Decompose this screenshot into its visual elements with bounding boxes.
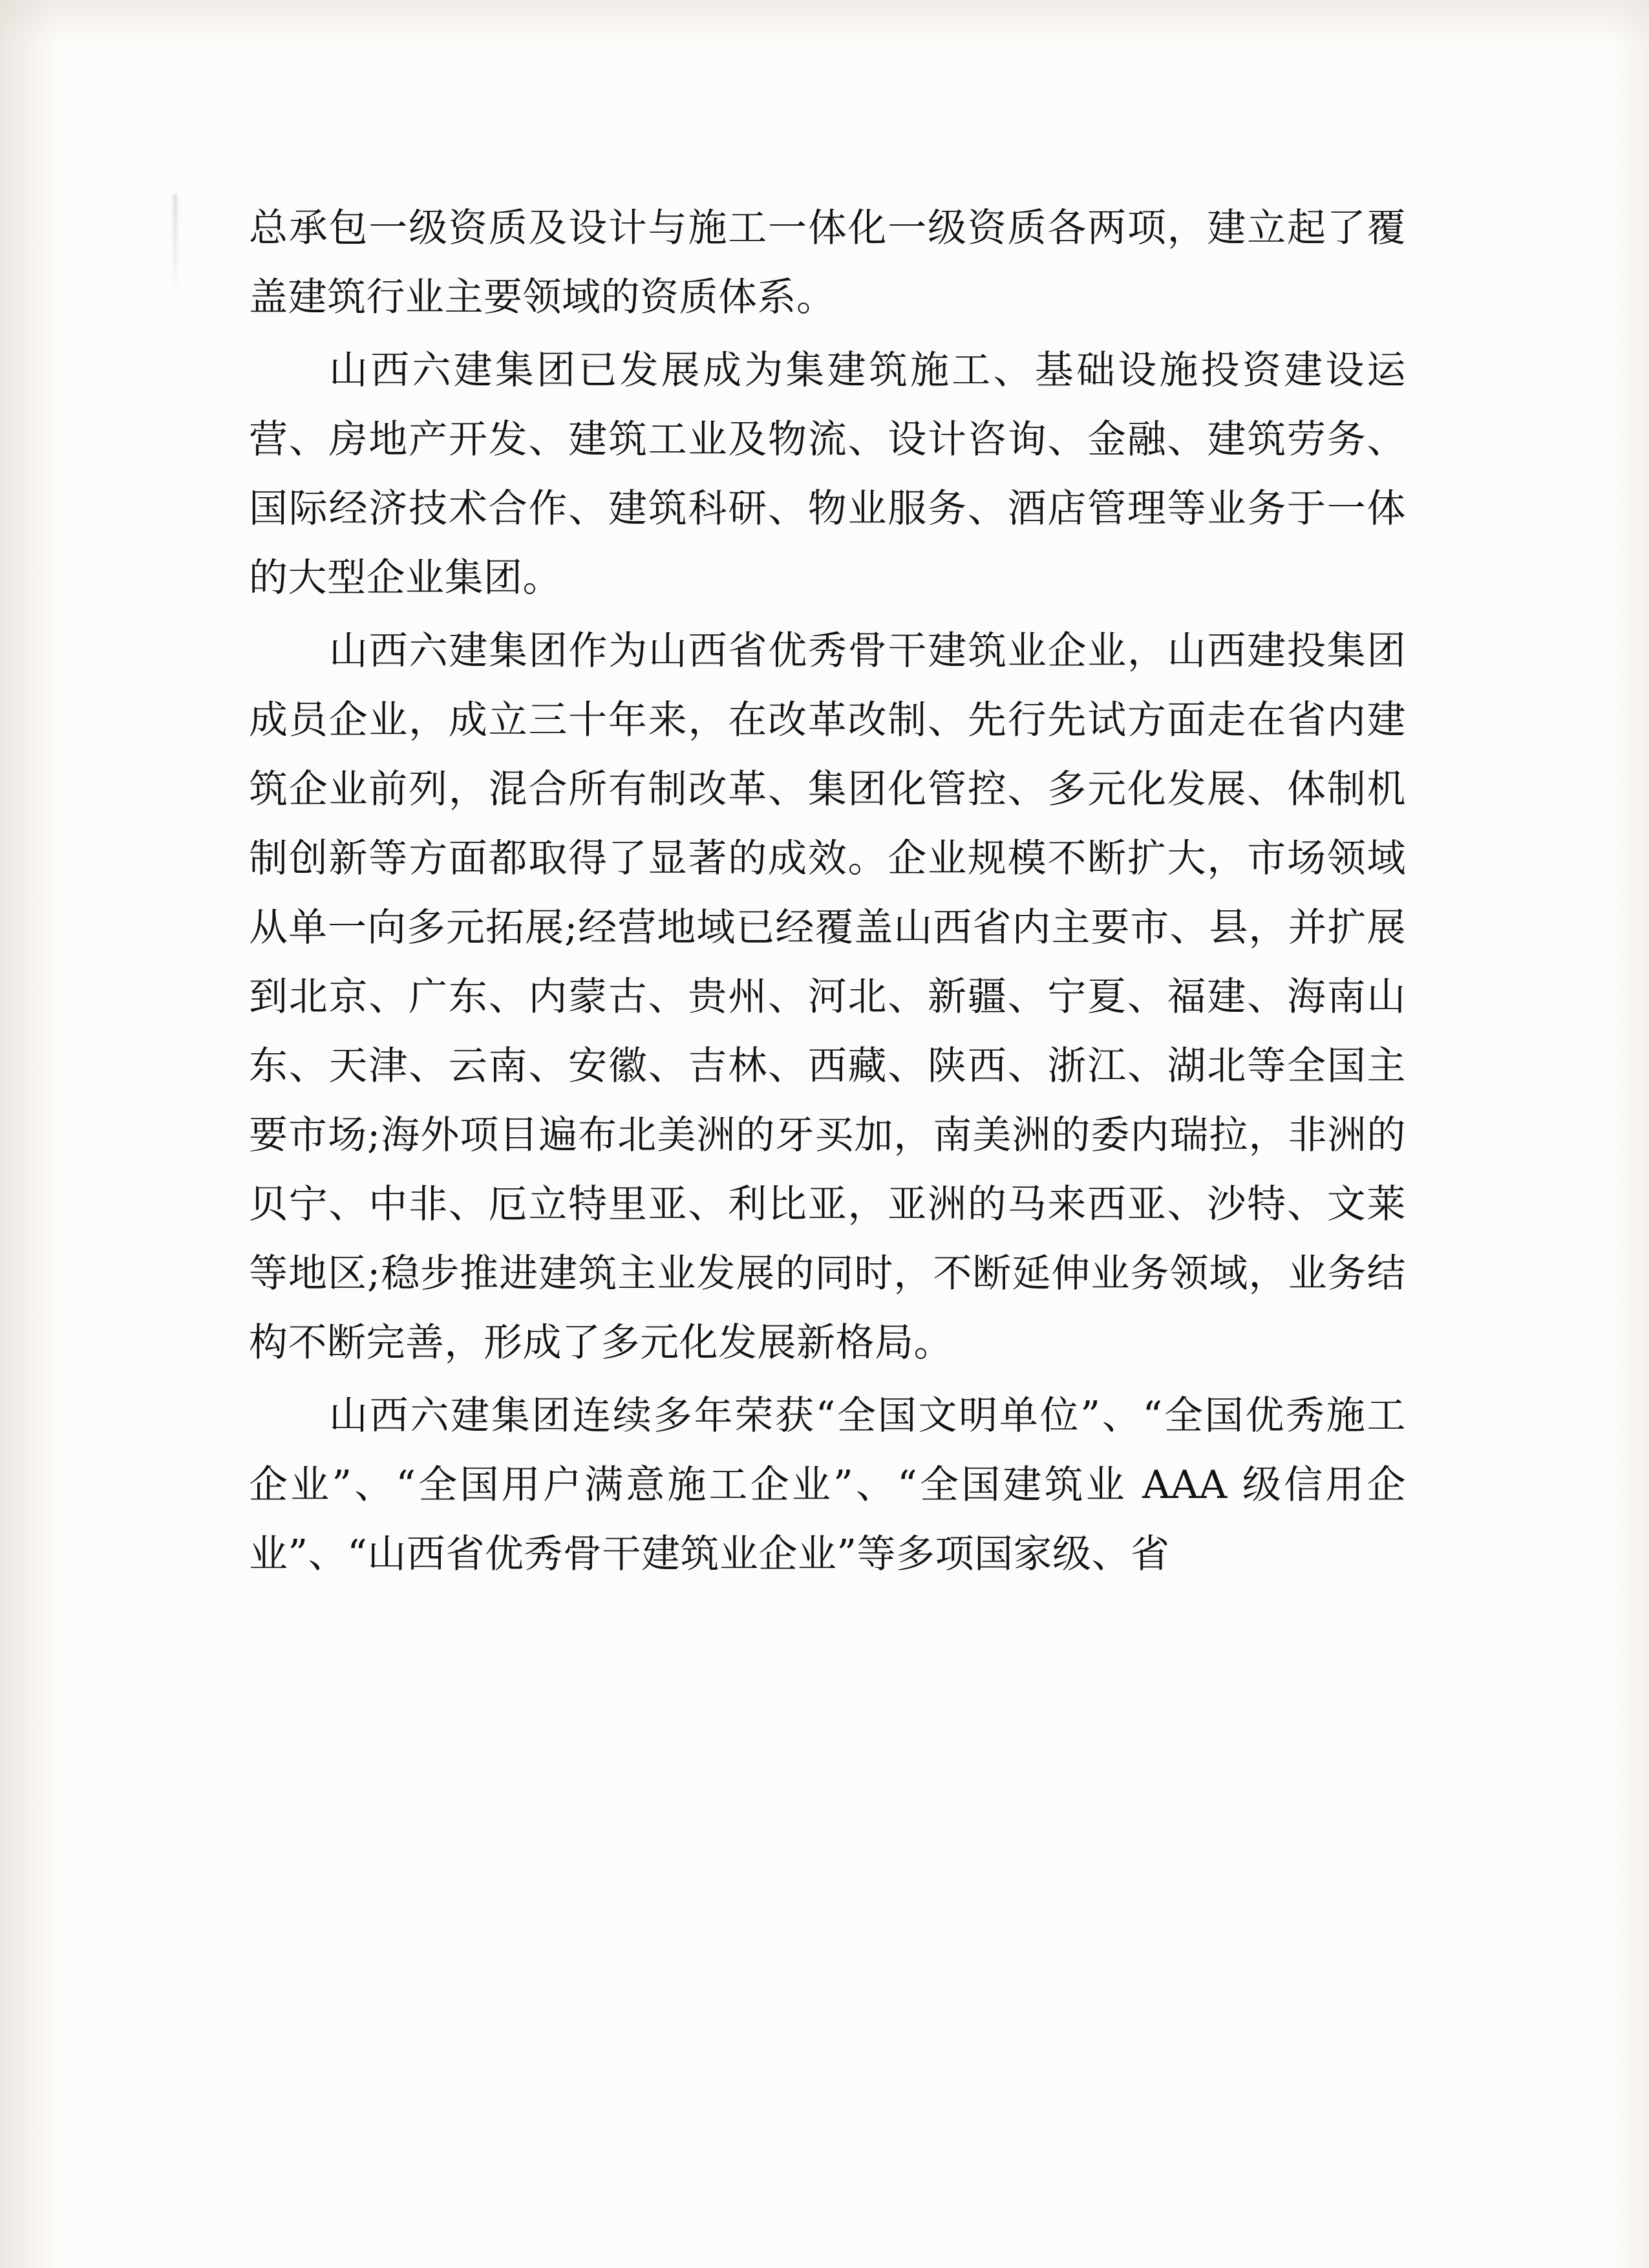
scan-smudge bbox=[173, 194, 177, 291]
paragraph-1: 总承包一级资质及设计与施工一体化一级资质各两项，建立起了覆盖建筑行业主要领域的资质体系。 bbox=[249, 206, 1406, 320]
paragraph-4: 山西六建集团连续多年荣获“全国文明单位”、“全国优秀施工企业”、“全国用户满意施工企业”、“全国建筑业 AAA 级信用企业”、“山西省优秀骨干建筑业企业”等多项国家级、省 bbox=[249, 1393, 1406, 1577]
document-body bbox=[249, 194, 1406, 1593]
paragraph-2: 山西六建集团已发展成为集建筑施工、基础设施投资建设运营、房地产开发、建筑工业及物流、设计咨询、金融、建筑劳务、国际经济技术合作、建筑科研、物业服务、酒店管理等业务于一体的大型企业集团。 bbox=[249, 348, 1406, 601]
paragraph-3: 山西六建集团作为山西省优秀骨干建筑业企业，山西建投集团成员企业，成立三十年来，在改革改制、先行先试方面走在省内建筑企业前列，混合所有制改革、集团化管控、多元化发展、体制机制创新等方面都取得了显著的成效。企业规模不断扩大，市场领域从单一向多元拓展;经营地域已经覆盖山西省内主要市、县，并扩展到北京、广东、内蒙古、贵州、河北、新疆、宁夏、福建、海南山东、天津、云南、安徽、吉林、西藏、陕西、浙江、湖北等全国主要市场;海外项目遍布北美洲的牙买加，南美洲的委内瑞拉，非洲的贝宁、中非、厄立特里亚、利比亚，亚洲的马来西亚、沙特、文莱等地区;稳步推进建筑主业发展的同时，不断延伸业务领域，业务结构不断完善，形成了多元化发展新格局。 bbox=[249, 628, 1406, 1365]
